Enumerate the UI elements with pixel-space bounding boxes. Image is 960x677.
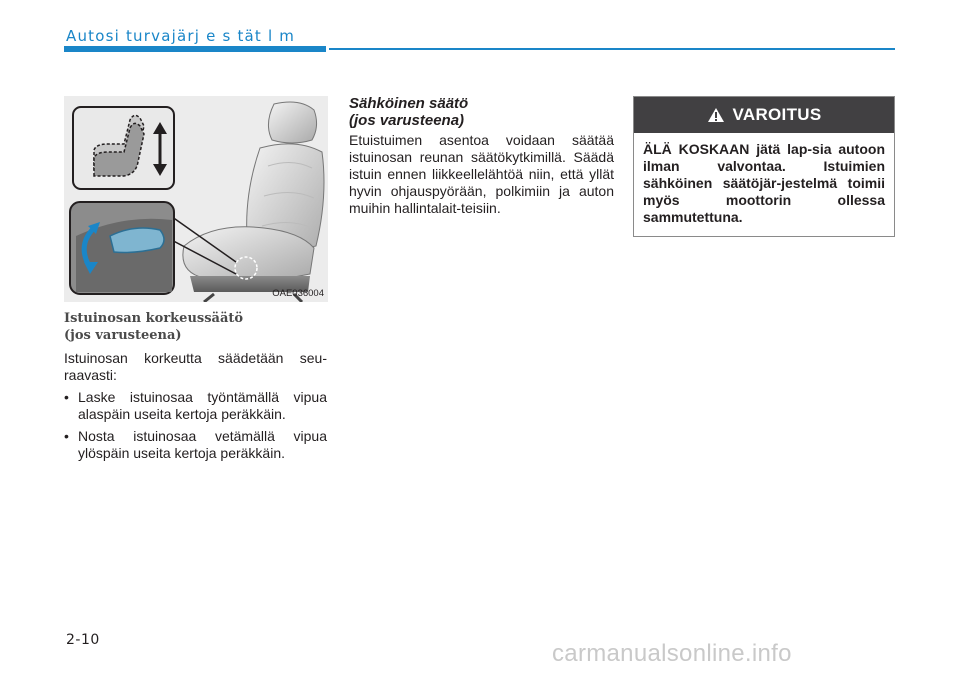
page-number: 2-10 bbox=[66, 632, 100, 648]
height-adjust-intro: Istuinosan korkeutta säädetään seu-raavasti: bbox=[64, 350, 327, 383]
bullet-item: • Laske istuinosaa työntämällä vipua alaspäin useita kertoja peräkkäin. bbox=[64, 389, 327, 423]
warning-box bbox=[633, 96, 895, 237]
height-adjust-title bbox=[64, 310, 327, 344]
header-rule-thin bbox=[329, 48, 895, 50]
bullet-item: • Nosta istuinosaa vetämällä vipua ylöspäin useita kertoja peräkkäin. bbox=[64, 428, 327, 462]
seat-drawing bbox=[64, 96, 328, 302]
electric-adjust-title-line1: Sähköinen säätö bbox=[349, 95, 469, 112]
electric-adjust-title-line2: (jos varusteena) bbox=[349, 112, 465, 129]
height-adjust-bullets bbox=[64, 389, 327, 462]
warning-header bbox=[634, 97, 894, 133]
warning-text: ÄLÄ KOSKAAN jätä lap-sia autoon ilman valvontaa. Istuimien sähköinen säätöjär-jestelmä toimii myös moottorin ollessa sammutettuna. bbox=[643, 141, 885, 225]
warning-label: VAROITUS bbox=[732, 105, 822, 124]
electric-adjust-title bbox=[349, 95, 614, 129]
seat-headrest bbox=[268, 102, 316, 143]
watermark: carmanualsonline.info bbox=[552, 640, 792, 667]
seat-cushion bbox=[183, 227, 314, 280]
figure-code: OAE036004 bbox=[272, 288, 324, 299]
height-adjust-title-line2: (jos varusteena) bbox=[64, 328, 182, 343]
warning-triangle-icon bbox=[707, 107, 725, 123]
seat-illustration bbox=[64, 96, 328, 302]
height-adjust-title-line1: Istuinosan korkeussäätö bbox=[64, 311, 244, 326]
header-section-title: Autosi turvajärj e s tät l m bbox=[66, 27, 296, 45]
electric-adjust-section bbox=[349, 95, 614, 217]
height-adjust-section bbox=[64, 310, 327, 467]
electric-adjust-text: Etuistuimen asentoa voidaan säätää istuinosan reunan säätökytkimillä. Säädä istuin ennen liikkeellelähtöä niin, että yllät hyvin ohjauspyörään, polkimiin ja auton muihin hallintalait-teisiin. bbox=[349, 132, 614, 216]
header-rule-thick bbox=[64, 46, 326, 52]
